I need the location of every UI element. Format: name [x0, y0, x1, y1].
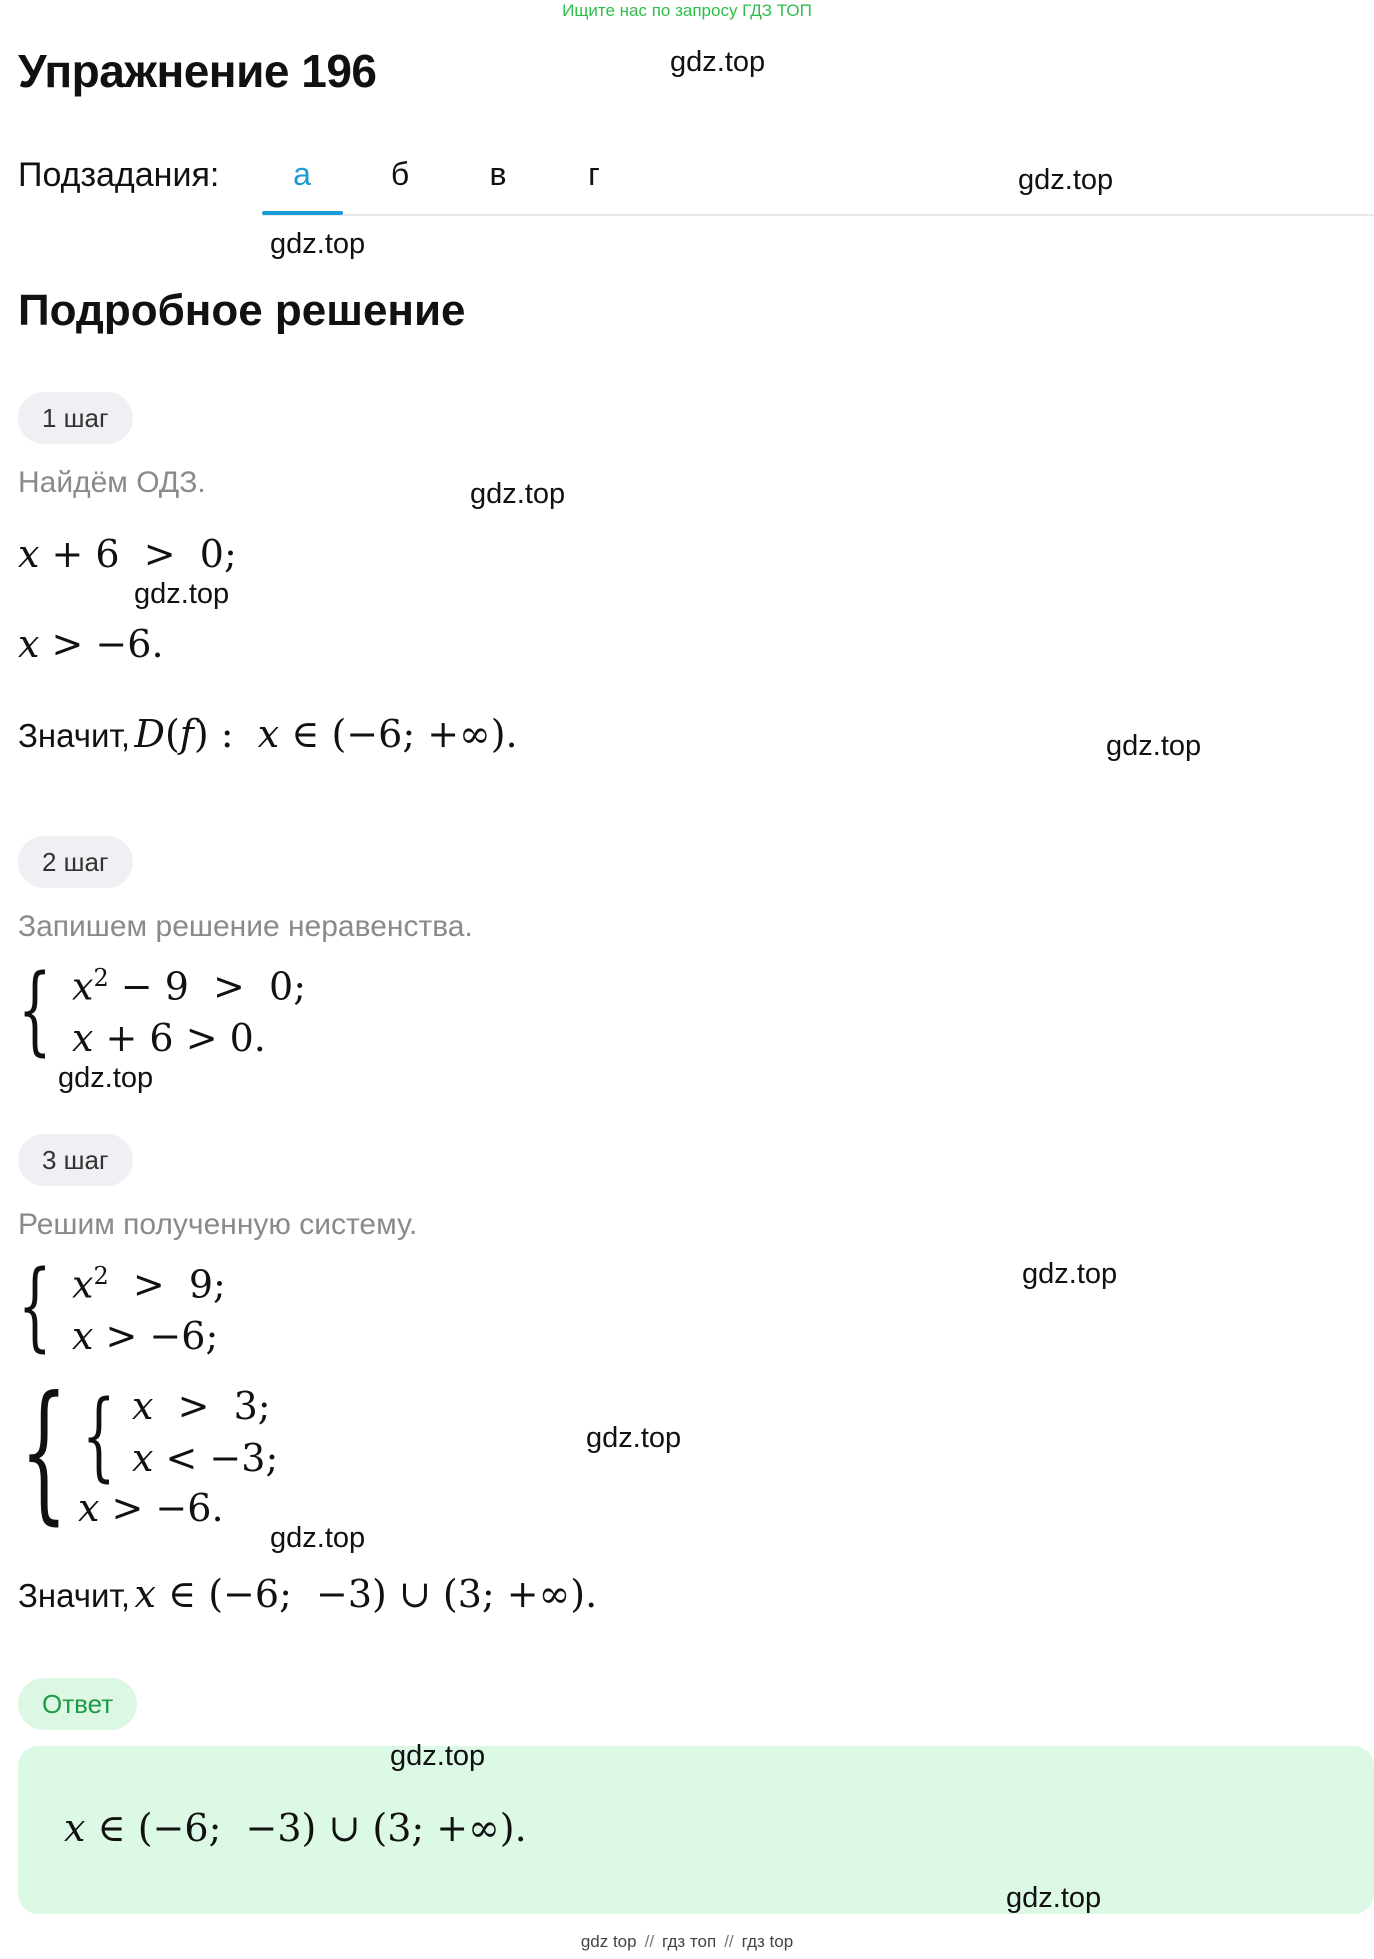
- step-1-conclusion-prefix: Значит,: [18, 717, 131, 754]
- tab-subtask-b[interactable]: б: [390, 156, 410, 192]
- watermark: gdz.top: [134, 578, 230, 610]
- tabs-divider: [262, 214, 1374, 216]
- watermark: gdz.top: [1018, 164, 1114, 196]
- step-1-badge: 1 шаг: [18, 392, 133, 444]
- watermark: gdz.top: [470, 478, 566, 510]
- watermark: gdz.top: [1022, 1258, 1118, 1290]
- watermark: gdz.top: [270, 228, 366, 260]
- active-tab-indicator: [262, 211, 343, 215]
- tab-subtask-g[interactable]: г: [588, 156, 600, 192]
- step-3-system-2-line-1: x > 3;: [132, 1384, 271, 1428]
- tab-subtask-a[interactable]: а: [293, 156, 311, 192]
- watermark: gdz.top: [670, 46, 766, 78]
- tab-subtask-v[interactable]: в: [489, 156, 507, 192]
- step-3-conclusion: [18, 1572, 597, 1616]
- step-1-formula-1: x + 6 > 0;: [18, 532, 237, 576]
- step-3-system-2-line-3: x > −6.: [78, 1486, 224, 1530]
- watermark: gdz.top: [1006, 1882, 1102, 1914]
- step-3-system-1-line-1: $x^2 > 9$;: [72, 1262, 226, 1307]
- answer-badge: Ответ: [18, 1678, 137, 1730]
- footer: [0, 1932, 1374, 1952]
- page-title: Упражнение 196: [18, 45, 377, 97]
- step-3-system-2-line-2: x < −3;: [132, 1436, 279, 1480]
- step-2-system-line-1: $x^2 - 9 > 0$;: [72, 964, 307, 1009]
- step-2-brace: {: [18, 954, 52, 1066]
- subtasks-label: Подзадания:: [18, 156, 220, 194]
- step-2-system-line-2: x + 6 > 0.: [72, 1016, 266, 1060]
- answer-formula: x ∈ (−6; −3) ∪ (3; +∞).: [64, 1806, 527, 1850]
- step-3-system-1-line-2: x > −6;: [72, 1314, 219, 1358]
- watermark: gdz.top: [270, 1522, 366, 1554]
- step-3-badge: 3 шаг: [18, 1134, 133, 1186]
- footer-separator: //: [644, 1932, 655, 1951]
- watermark: gdz.top: [1106, 730, 1202, 762]
- step-1-conclusion-formula: D(f) : x ∈ (−6; +∞).: [134, 712, 518, 756]
- step-2-badge: 2 шаг: [18, 836, 133, 888]
- top-banner: Ищите нас по запросу ГДЗ ТОП: [562, 1, 812, 20]
- step-3-hint: Решим полученную систему.: [18, 1208, 418, 1241]
- watermark: gdz.top: [390, 1740, 486, 1772]
- step-3-brace-outer: {: [20, 1365, 68, 1539]
- step-1-conclusion: [18, 712, 518, 756]
- step-1-hint: Найдём ОДЗ.: [18, 466, 206, 499]
- step-2-hint: Запишем решение неравенства.: [18, 910, 473, 943]
- section-title: Подробное решение: [18, 286, 466, 335]
- watermark: gdz.top: [586, 1422, 682, 1454]
- step-3-conclusion-prefix: Значит,: [18, 1577, 131, 1614]
- step-1-formula-2: x > −6.: [18, 622, 164, 666]
- footer-link-1[interactable]: gdz top: [580, 1932, 637, 1951]
- step-3-conclusion-formula: x ∈ (−6; −3) ∪ (3; +∞).: [134, 1572, 598, 1616]
- step-3-brace-inner: {: [82, 1380, 116, 1492]
- watermark: gdz.top: [58, 1062, 154, 1094]
- footer-link-2[interactable]: гдз топ: [662, 1932, 717, 1951]
- footer-separator: //: [724, 1932, 734, 1951]
- step-3-brace-1: {: [18, 1250, 52, 1362]
- footer-link-3[interactable]: гдз top: [741, 1932, 794, 1951]
